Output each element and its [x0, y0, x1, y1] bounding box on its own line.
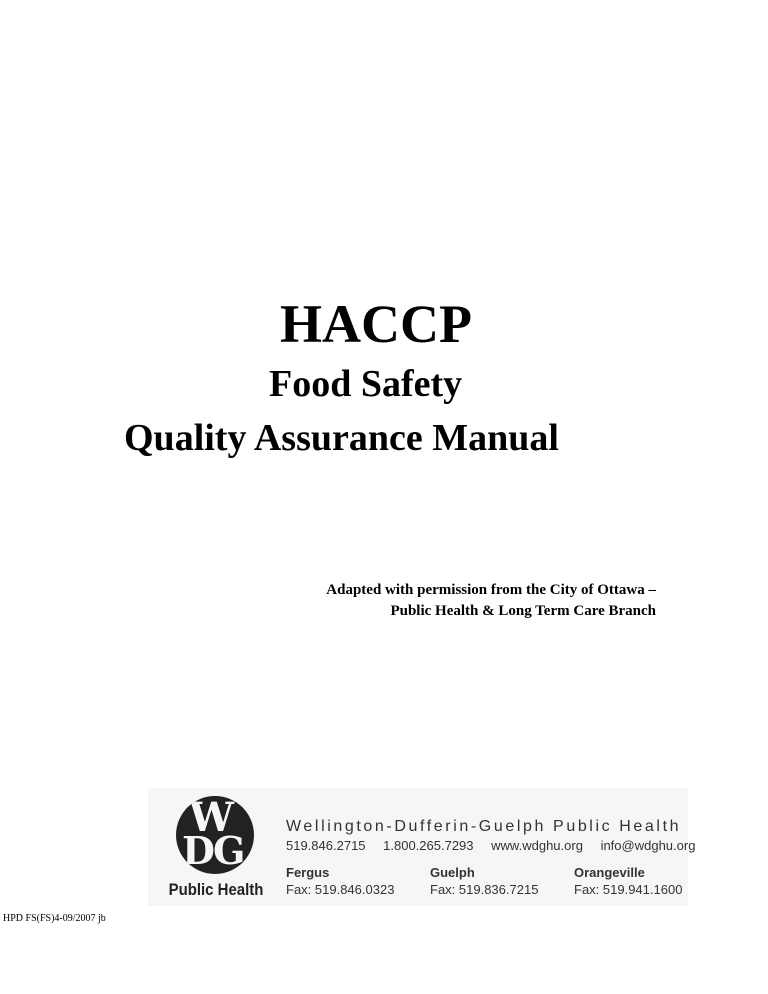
attribution-note — [270, 580, 656, 622]
wdg-logo — [156, 796, 274, 904]
attribution-line-2: Public Health & Long Term Care Branch — [390, 603, 656, 619]
office-fergus — [286, 864, 394, 898]
office-fax: Fax: 519.846.0323 — [286, 882, 395, 897]
logo-letters-dg: DG — [182, 828, 244, 873]
office-name: Fergus — [286, 865, 330, 880]
attribution-line-1: Adapted with permission from the City of Ottawa – — [326, 582, 656, 598]
document-title: HACCP — [280, 294, 472, 354]
office-name: Orangeville — [574, 865, 645, 880]
office-guelph — [430, 864, 538, 898]
public-health-banner — [148, 788, 696, 906]
office-name: Guelph — [430, 865, 475, 880]
office-fax: Fax: 519.836.7215 — [430, 882, 539, 897]
organization-name: Wellington-Dufferin-Guelph Public Health — [286, 818, 682, 835]
document-code: HPD FS(FS)4-09/2007 jb — [3, 913, 106, 924]
email-link[interactable]: info@wdghu.org — [600, 838, 696, 853]
document-subtitle-manual: Quality Assurance Manual — [124, 417, 559, 459]
office-orangeville — [574, 864, 682, 898]
phone-tollfree: 1.800.265.7293 — [383, 838, 474, 853]
logo-caption: Public Health — [168, 880, 264, 899]
wdg-logo-circle-icon — [176, 796, 254, 874]
contact-row — [286, 838, 709, 853]
office-fax: Fax: 519.941.1600 — [574, 882, 683, 897]
phone-local: 519.846.2715 — [286, 838, 366, 853]
document-subtitle-food-safety: Food Safety — [269, 363, 463, 405]
website-link[interactable]: www.wdghu.org — [491, 838, 583, 853]
logo-letter-w: W — [189, 796, 234, 841]
